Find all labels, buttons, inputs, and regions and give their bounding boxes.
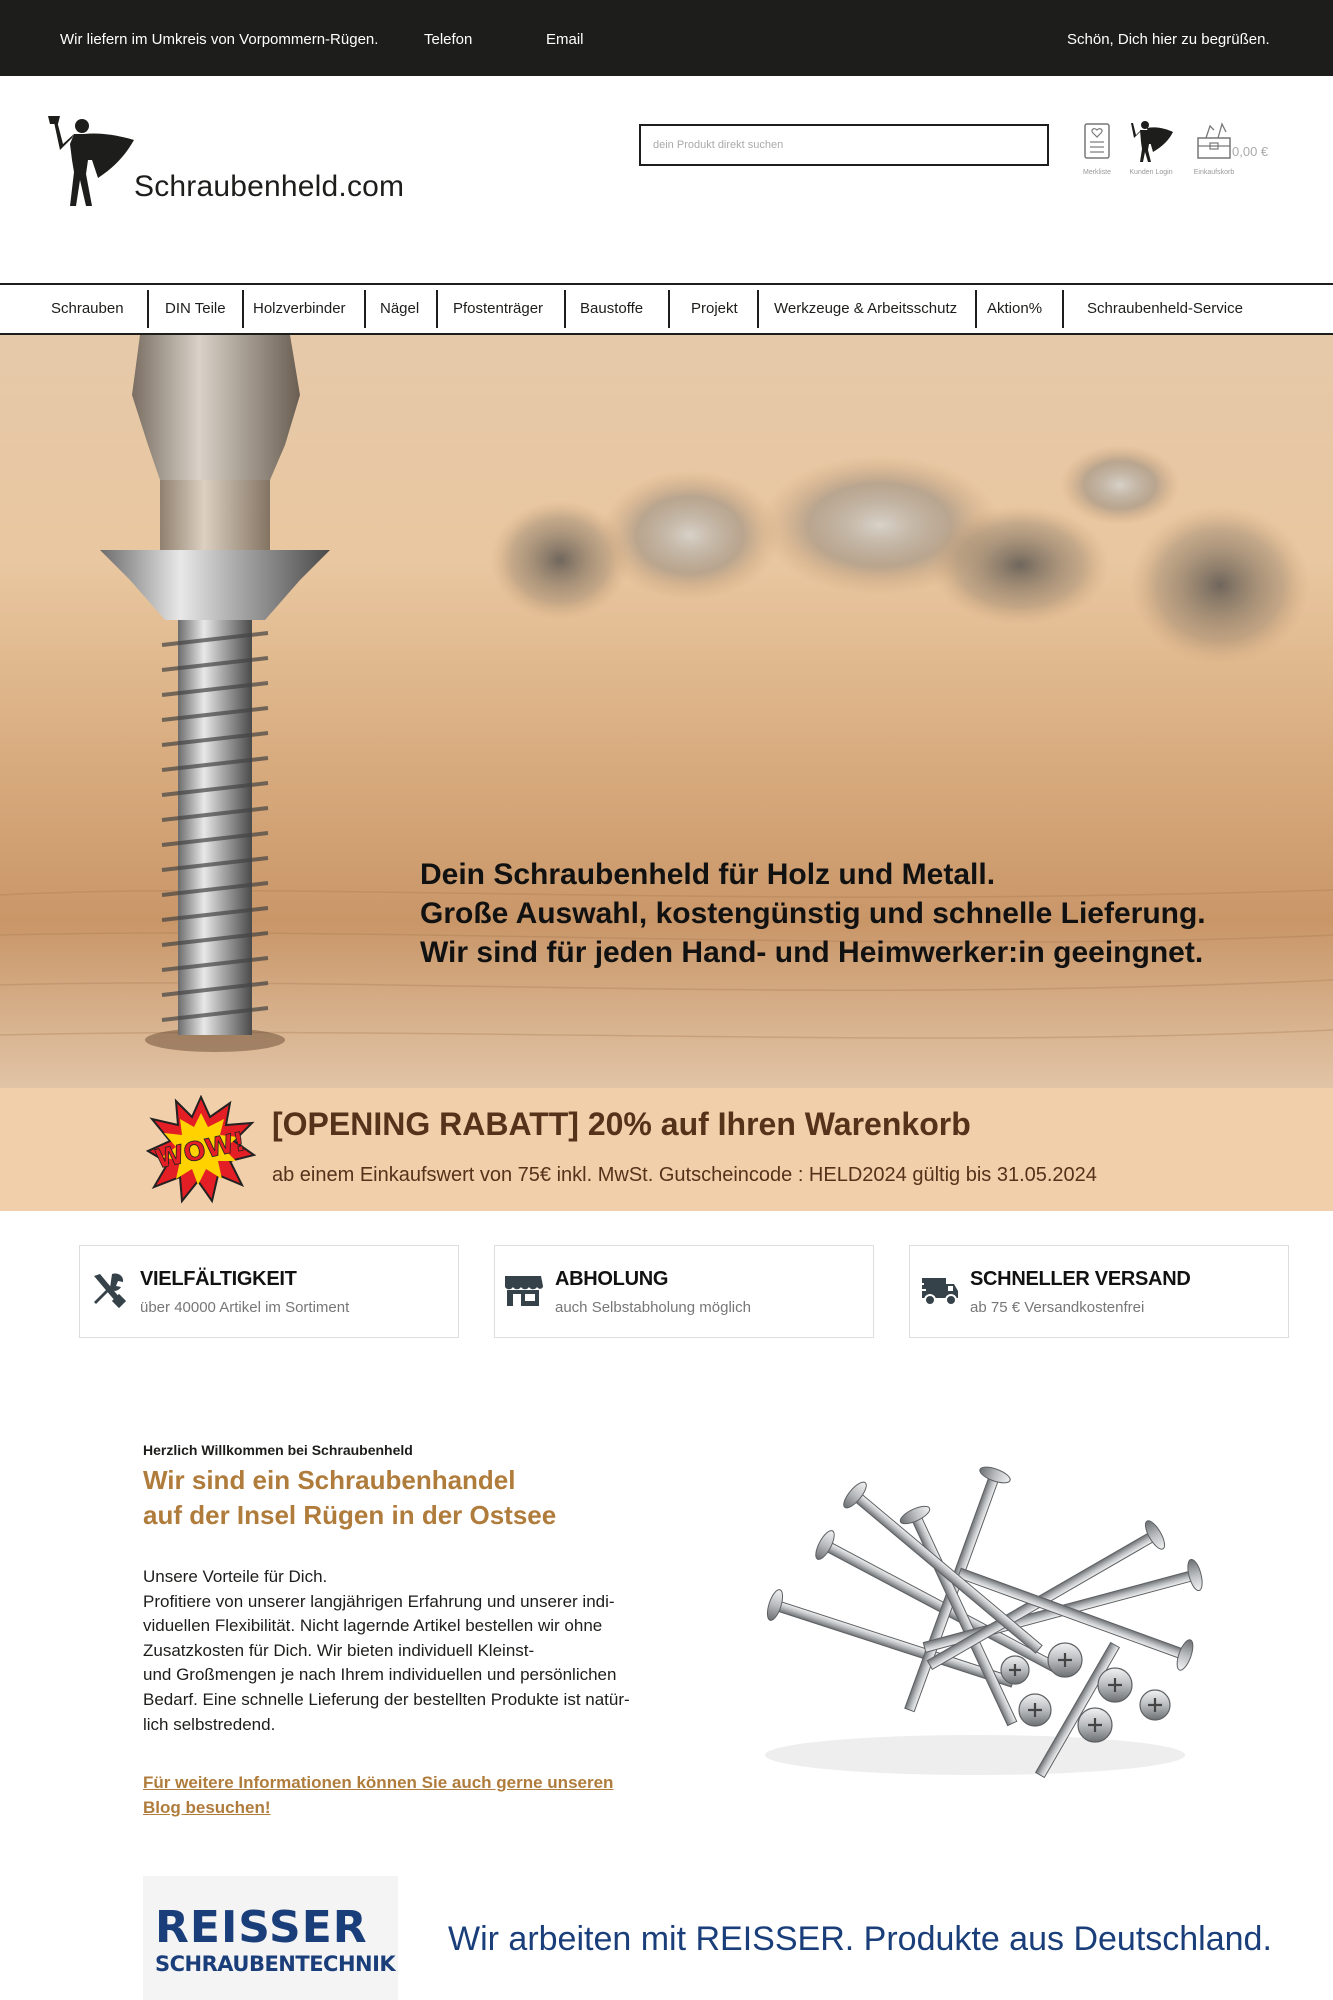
tools-icon (86, 1268, 130, 1312)
nav-separator (1062, 290, 1064, 328)
nav-item-werkzeuge[interactable]: Werkzeuge & Arbeitsschutz (774, 300, 958, 317)
superhero-login-icon (1129, 120, 1173, 162)
promo-title: [OPENING RABATT] 20% auf Ihren Warenkorb (272, 1106, 971, 1142)
wishlist-label: Merkliste (1082, 169, 1111, 176)
nav-item-aktion[interactable]: Aktion% (987, 300, 1043, 317)
welcome-body-line: Unsere Vorteile für Dich. (143, 1567, 328, 1586)
nav-item-din-teile[interactable]: DIN Teile (165, 300, 226, 317)
feature-subtitle: über 40000 Artikel im Sortiment (140, 1299, 350, 1316)
feature-subtitle: ab 75 € Versandkostenfrei (970, 1299, 1145, 1316)
hero-line-1: Dein Schraubenheld für Holz und Metall. (420, 858, 996, 891)
feature-card-shipping (909, 1245, 1289, 1338)
nav-item-holzverbinder[interactable]: Holzverbinder (253, 300, 346, 317)
promo-banner (0, 1088, 1333, 1211)
greeting-text: Schön, Dich hier zu begrüßen. (1067, 31, 1270, 48)
reisser-logo[interactable] (143, 1876, 398, 2000)
welcome-body-line: Bedarf. Eine schnelle Lieferung der bestellten Produkte ist natür- (143, 1689, 630, 1709)
screw-pile-photo (735, 1455, 1215, 1785)
nav-item-projekt[interactable]: Projekt (691, 300, 738, 317)
hero-headline (420, 855, 1206, 972)
blog-link[interactable] (143, 1770, 613, 1820)
search-box[interactable] (639, 124, 1049, 166)
brand-claim: Wir arbeiten mit REISSER. Produkte aus Deutschland. (448, 1920, 1272, 1958)
welcome-kicker: Herzlich Willkommen bei Schraubenheld (143, 1442, 413, 1458)
welcome-title (143, 1463, 556, 1533)
nav-item-baustoffe[interactable]: Baustoffe (580, 300, 644, 317)
feature-card-variety (79, 1245, 459, 1338)
feature-card-pickup (494, 1245, 874, 1338)
login-label: Kunden Login (1129, 169, 1173, 176)
nav-item-service[interactable]: Schraubenheld-Service (1087, 300, 1243, 317)
nav-separator (757, 290, 759, 328)
welcome-body-line: und Großmengen je nach Ihrem individuellen und persönlichen (143, 1665, 617, 1685)
nav-separator (242, 290, 244, 328)
reisser-logo-sub: SCHRAUBENTECHNIK (155, 1952, 396, 1976)
cart-total[interactable]: 0,00 € (1232, 144, 1269, 159)
logo-text: Schraubenheld.com (134, 170, 405, 203)
nav-separator (668, 290, 670, 328)
site-header (0, 76, 1333, 283)
hero-screw-photo (0, 335, 1333, 1088)
reisser-logo-main: REISSER (155, 1902, 368, 1953)
nav-separator (975, 290, 977, 328)
cart-label: Einkaufskorb (1193, 169, 1235, 176)
welcome-title-line-2: auf der Insel Rügen in der Ostsee (143, 1500, 557, 1530)
feature-subtitle: auch Selbstabholung möglich (555, 1299, 751, 1316)
blog-link-line-1: Für weitere Informationen können Sie auch gerne unseren (143, 1773, 614, 1792)
nav-item-pfostentraeger[interactable]: Pfostenträger (453, 300, 544, 317)
email-link[interactable]: Email (546, 31, 584, 48)
nav-item-schrauben[interactable]: Schrauben (51, 300, 124, 317)
nav-item-naegel[interactable]: Nägel (380, 300, 420, 317)
feature-title: VIELFÄLTIGKEIT (140, 1268, 297, 1290)
welcome-title-line-1: Wir sind ein Schraubenhandel (143, 1465, 516, 1495)
welcome-body-line: Profitiere von unserer langjährigen Erfahrung und unserer indi- (143, 1591, 615, 1611)
welcome-body (143, 1565, 663, 1737)
wishlist-icon (1080, 120, 1114, 162)
nav-separator (364, 290, 366, 328)
main-navigation (0, 283, 1333, 335)
nav-separator (436, 290, 438, 328)
truck-icon (916, 1268, 960, 1312)
wishlist-button[interactable] (1067, 120, 1127, 176)
welcome-body-line: lich selbstredend. (143, 1714, 276, 1734)
login-button[interactable] (1121, 120, 1181, 176)
store-icon (501, 1268, 545, 1312)
wow-burst-badge (146, 1095, 256, 1205)
hero-line-2: Große Auswahl, kostengünstig und schnelle Lieferung. (420, 897, 1206, 930)
feature-title: ABHOLUNG (555, 1268, 669, 1290)
superhero-logo-icon (46, 114, 136, 210)
hero-line-3: Wir sind für jeden Hand- und Heimwerker:in geeingnet. (420, 936, 1204, 969)
top-bar (0, 0, 1333, 76)
toolbox-cart-icon (1192, 120, 1236, 162)
hero-banner (0, 335, 1333, 1088)
site-logo[interactable] (46, 114, 406, 214)
wow-badge-text: WOW! (152, 1126, 249, 1176)
nav-separator (564, 290, 566, 328)
welcome-body-line: viduellen Flexibilität. Nicht lagernde Artikel bestellen wir ohne (143, 1616, 603, 1636)
feature-title: SCHNELLER VERSAND (970, 1268, 1191, 1290)
promo-subtitle: ab einem Einkaufswert von 75€ inkl. MwSt. Gutscheincode : HELD2024 gültig bis 31.05.2024 (272, 1164, 1097, 1186)
delivery-notice: Wir liefern im Umkreis von Vorpommern-Rügen. (60, 31, 379, 48)
welcome-body-line: Zusatzkosten für Dich. Wir bieten individuell Kleinst- (143, 1640, 535, 1660)
search-input[interactable] (641, 126, 1047, 164)
phone-link[interactable]: Telefon (424, 31, 473, 48)
nav-separator (147, 290, 149, 328)
blog-link-line-2: Blog besuchen! (143, 1798, 271, 1817)
